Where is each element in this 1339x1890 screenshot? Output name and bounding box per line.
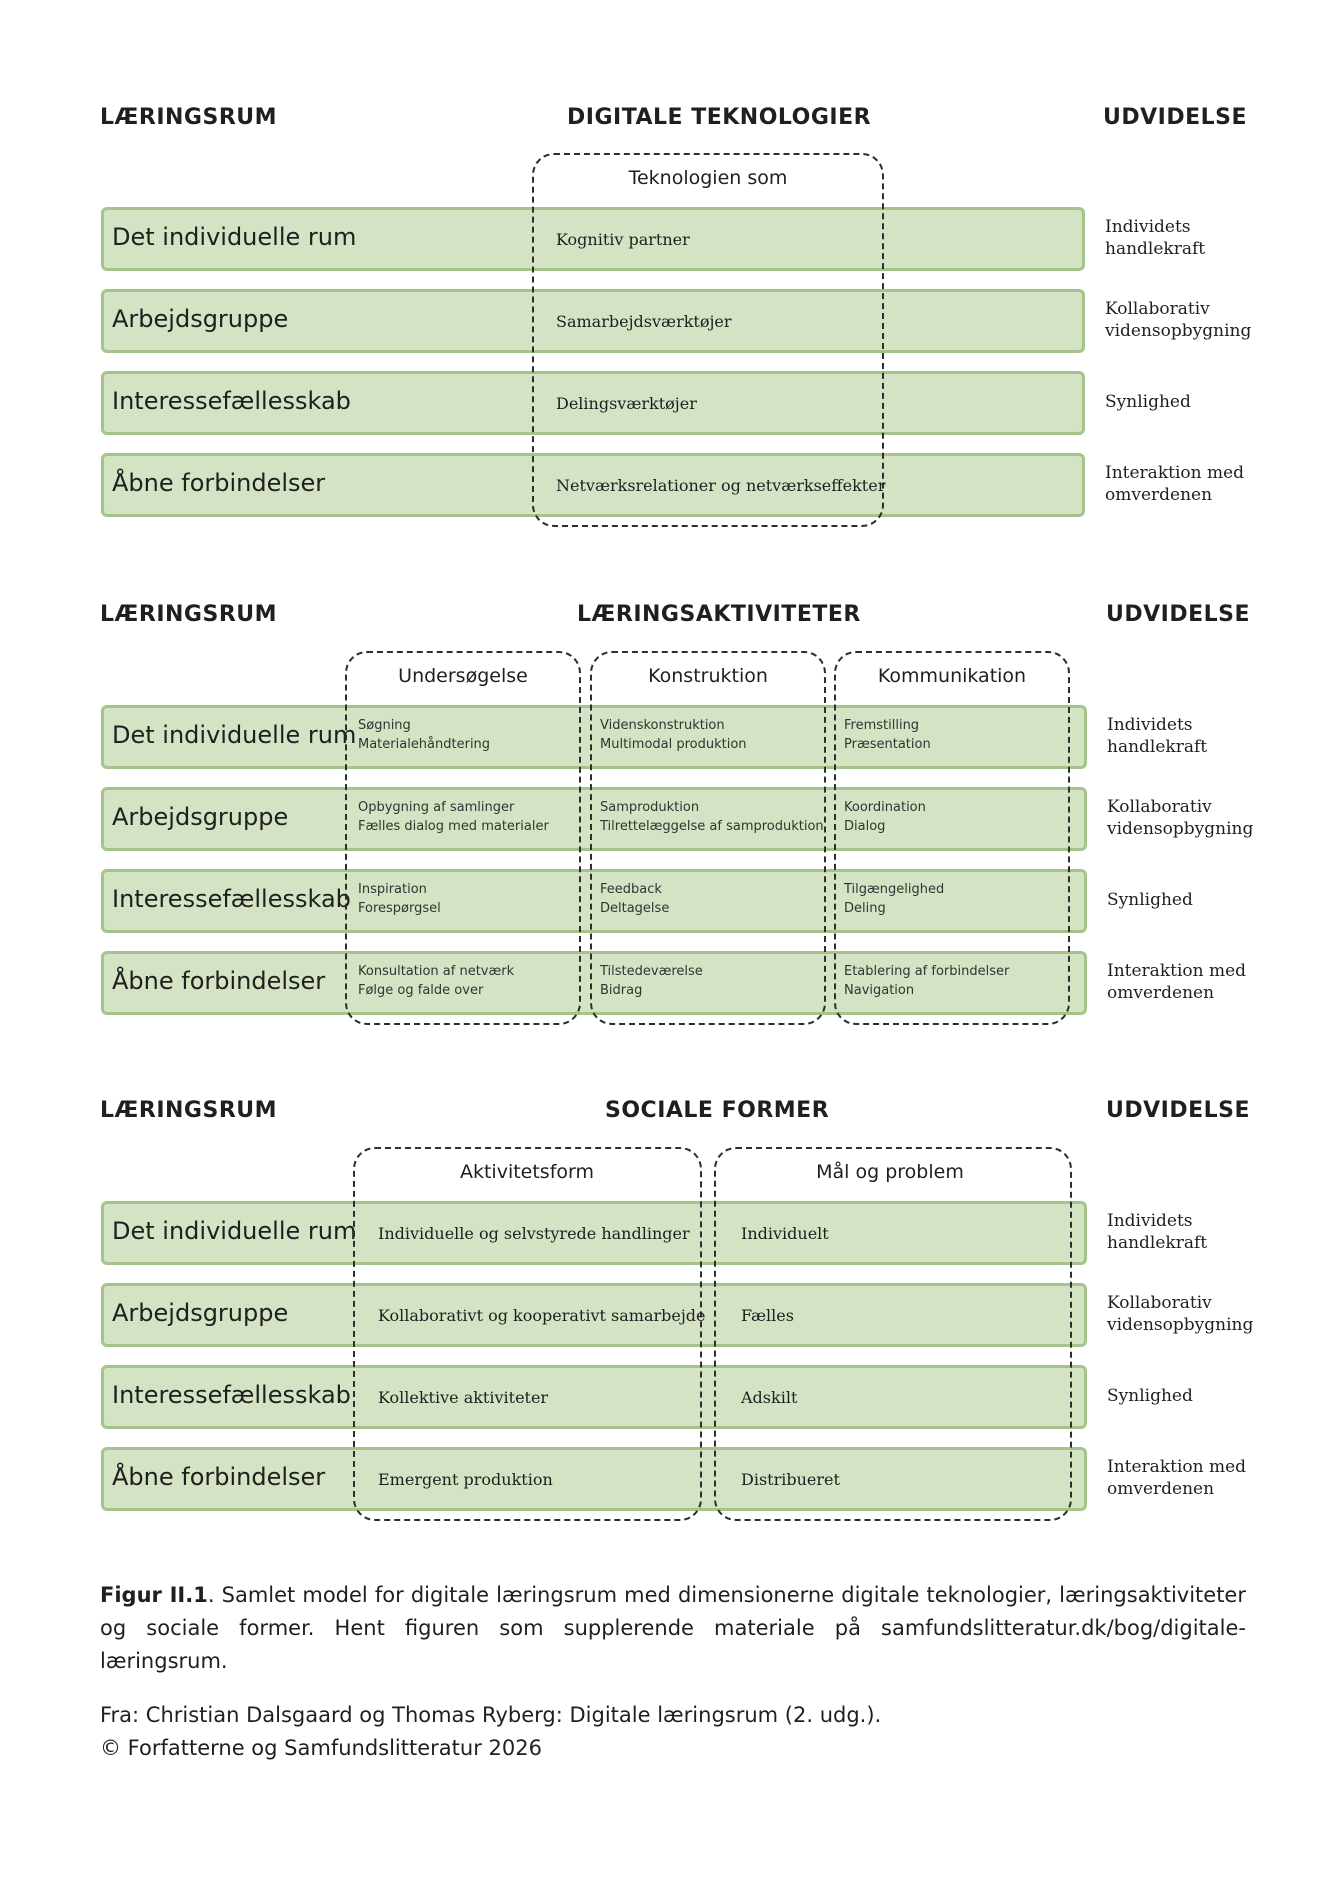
- section-1-extension: [1105, 391, 1191, 413]
- section-1-cell: Kognitiv partner: [556, 230, 690, 249]
- caption-text: . Samlet model for digitale læringsrum med dimensionerne digitale teknologier, læringsaktiviteter og sociale former. Hent figuren som supplerende materiale på samfundslitteratur.dk/bog/digitale-læringsrum.: [100, 1583, 1246, 1673]
- extension-line: handlekraft: [1105, 239, 1206, 259]
- section-1-row-label: Åbne forbindelser: [112, 469, 326, 497]
- cell-line: Opbygning af samlinger: [358, 800, 515, 815]
- extension-line: vidensopbygning: [1107, 819, 1254, 839]
- section-1-cell: Netværksrelationer og netværkseffekter: [556, 476, 886, 495]
- cell-line: Inspiration: [358, 882, 427, 897]
- cell-line: Navigation: [844, 983, 915, 998]
- cell-line: Dialog: [844, 819, 886, 834]
- extension-line: omverdenen: [1107, 983, 1215, 1003]
- section-3-cell: Kollaborativt og kooperativt samarbejde: [378, 1306, 706, 1325]
- cell-line: Etablering af forbindelser: [844, 964, 1010, 979]
- section-3-cell: Kollektive aktiviteter: [378, 1388, 549, 1407]
- section-3-extension: [1107, 1210, 1207, 1254]
- extension-line: Interaktion med: [1105, 463, 1245, 483]
- section-1-row-label: Arbejdsgruppe: [112, 305, 289, 333]
- extension-line: Synlighed: [1105, 392, 1191, 412]
- cell-line: Fremstilling: [844, 718, 920, 733]
- section-2-cell: [844, 880, 944, 918]
- figure-caption: [100, 1579, 1246, 1678]
- cell-line: Tilgængelighed: [844, 882, 945, 897]
- extension-line: Synlighed: [1107, 890, 1193, 910]
- extension-line: Individets: [1107, 1211, 1193, 1231]
- section-3-left-header: LÆRINGSRUM: [100, 1098, 278, 1123]
- caption-label: Figur II.1: [100, 1583, 208, 1607]
- section-3-cell: Adskilt: [741, 1388, 798, 1407]
- section-1-center-header: DIGITALE TEKNOLOGIER: [567, 105, 872, 130]
- section-1-right-header: UDVIDELSE: [1103, 105, 1248, 130]
- section-2-cell: [600, 798, 824, 836]
- section-2-extension: [1107, 889, 1193, 911]
- cell-line: Tilstedeværelse: [600, 964, 703, 979]
- cell-line: Forespørgsel: [358, 901, 441, 916]
- cell-line: Materialehåndtering: [358, 737, 491, 752]
- section-2-cell: [844, 962, 1009, 1000]
- cell-line: Deling: [844, 901, 886, 916]
- section-3-extension: [1107, 1385, 1193, 1407]
- section-3-row-label: Interessefællesskab: [112, 1381, 351, 1409]
- section-1-cell: Delingsværktøjer: [556, 394, 697, 413]
- section-1-group-1: [532, 153, 884, 527]
- cell-line: Samproduktion: [600, 800, 700, 815]
- section-1-extension: [1105, 298, 1251, 342]
- cell-line: Bidrag: [600, 983, 643, 998]
- section-3-row-label: Åbne forbindelser: [112, 1463, 326, 1491]
- section-3-column-title: Mål og problem: [816, 1161, 964, 1183]
- cell-line: Multimodal produktion: [600, 737, 747, 752]
- section-2-row-label: Det individuelle rum: [112, 721, 357, 749]
- section-1-cell: Samarbejdsværktøjer: [556, 312, 732, 331]
- section-2-column-title: Konstruktion: [648, 665, 768, 687]
- extension-line: Interaktion med: [1107, 961, 1247, 981]
- extension-line: Kollaborativ: [1107, 1293, 1212, 1313]
- credit-copyright: © Forfatterne og Samfundslitteratur 2026: [100, 1736, 542, 1760]
- section-3-group-1: [353, 1147, 702, 1521]
- section-1-extension: [1105, 216, 1205, 260]
- section-2-extension: [1107, 796, 1253, 840]
- section-2-extension: [1107, 714, 1207, 758]
- section-2-row-label: Interessefællesskab: [112, 885, 351, 913]
- section-2-cell: [358, 880, 441, 918]
- section-2-cell: [600, 962, 703, 1000]
- extension-line: handlekraft: [1107, 737, 1208, 757]
- section-1-row-label: Interessefællesskab: [112, 387, 351, 415]
- section-2-cell: [358, 798, 549, 836]
- section-2-row-label: Åbne forbindelser: [112, 967, 326, 995]
- section-1-left-header: LÆRINGSRUM: [100, 105, 278, 130]
- extension-line: omverdenen: [1105, 485, 1213, 505]
- cell-line: Koordination: [844, 800, 926, 815]
- extension-line: vidensopbygning: [1105, 321, 1252, 341]
- section-1-column-title: Teknologien som: [628, 167, 788, 189]
- section-2-cell: [844, 798, 926, 836]
- extension-line: Individets: [1107, 715, 1193, 735]
- cell-line: Videnskonstruktion: [600, 718, 725, 733]
- extension-line: handlekraft: [1107, 1233, 1208, 1253]
- section-1-extension: [1105, 462, 1244, 506]
- extension-line: Kollaborativ: [1107, 797, 1212, 817]
- section-2-right-header: UDVIDELSE: [1106, 602, 1251, 627]
- section-2-cell: [358, 716, 490, 754]
- extension-line: Individets: [1105, 217, 1191, 237]
- section-2-cell: [844, 716, 931, 754]
- extension-line: Interaktion med: [1107, 1457, 1247, 1477]
- section-3-cell: Individuelle og selvstyrede handlinger: [378, 1224, 690, 1243]
- section-2-center-header: LÆRINGSAKTIVITETER: [577, 602, 861, 627]
- extension-line: omverdenen: [1107, 1479, 1215, 1499]
- section-2-cell: [358, 962, 514, 1000]
- credit-source: Fra: Christian Dalsgaard og Thomas Ryberg: Digitale læringsrum (2. udg.).: [100, 1703, 882, 1727]
- section-3-right-header: UDVIDELSE: [1106, 1098, 1251, 1123]
- section-1-row-label: Det individuelle rum: [112, 223, 357, 251]
- extension-line: Synlighed: [1107, 1386, 1193, 1406]
- section-3-row-label: Det individuelle rum: [112, 1217, 357, 1245]
- section-2-column-title: Kommunikation: [877, 665, 1027, 687]
- section-3-center-header: SOCIALE FORMER: [605, 1098, 830, 1123]
- section-2-cell: [600, 880, 669, 918]
- extension-line: Kollaborativ: [1105, 299, 1210, 319]
- section-2-left-header: LÆRINGSRUM: [100, 602, 278, 627]
- section-3-cell: Individuelt: [741, 1224, 829, 1243]
- section-3-row-label: Arbejdsgruppe: [112, 1299, 289, 1327]
- section-3-cell: Distribueret: [741, 1470, 840, 1489]
- cell-line: Følge og falde over: [358, 983, 484, 998]
- section-3-cell: Emergent produktion: [378, 1470, 553, 1489]
- extension-line: vidensopbygning: [1107, 1315, 1254, 1335]
- cell-line: Fælles dialog med materialer: [358, 819, 549, 834]
- cell-line: Konsultation af netværk: [358, 964, 515, 979]
- cell-line: Præsentation: [844, 737, 931, 752]
- cell-line: Feedback: [600, 882, 662, 897]
- cell-line: Søgning: [358, 718, 411, 733]
- section-3-column-title: Aktivitetsform: [459, 1161, 595, 1183]
- section-2-extension: [1107, 960, 1246, 1004]
- section-3-group-2: [714, 1147, 1072, 1521]
- section-2-column-title: Undersøgelse: [398, 665, 528, 687]
- section-2-cell: [600, 716, 747, 754]
- section-2-row-label: Arbejdsgruppe: [112, 803, 289, 831]
- section-3-extension: [1107, 1456, 1246, 1500]
- section-3-extension: [1107, 1292, 1253, 1336]
- cell-line: Tilrettelæggelse af samproduktion: [600, 819, 824, 834]
- section-3-cell: Fælles: [741, 1306, 794, 1325]
- cell-line: Deltagelse: [600, 901, 670, 916]
